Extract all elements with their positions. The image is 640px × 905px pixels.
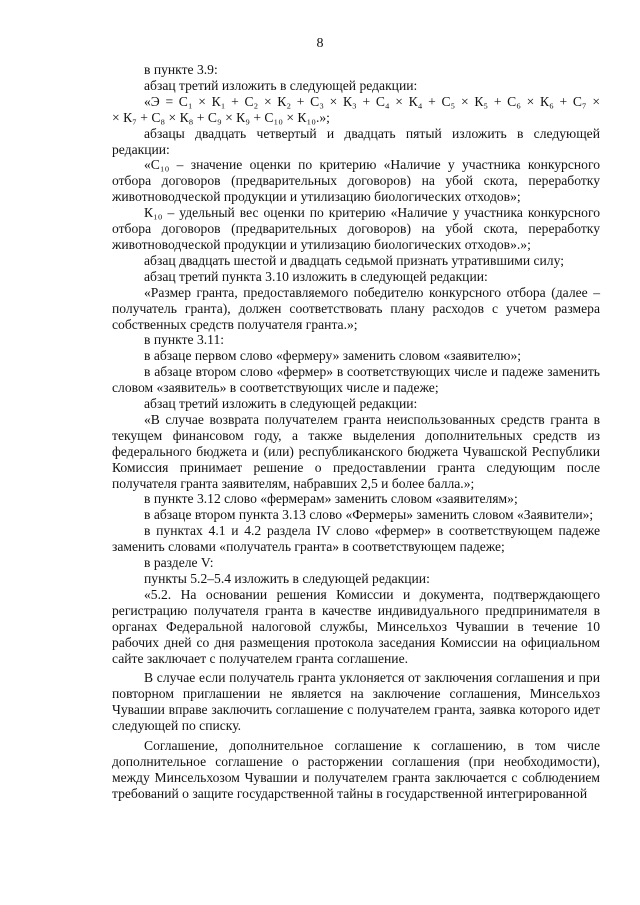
paragraph-15: в абзаце втором пункта 3.13 слово «Фермеры» заменить словом «Заявители»; [144,507,594,523]
paragraph-21: Соглашение, дополнительное соглашение к соглашению, в том числе дополнительное соглашение о расторжении соглашения (при необходимости), между Минсельхозом Чувашии и получателем гранта заключается с соблюдением требований о защите государственной тайны в государственной интегрированной [112,738,600,801]
paragraph-14: в пункте 3.12 слово «фермерам» заменить словом «заявителям»; [144,491,518,507]
paragraph-1: в пункте 3.9: [144,62,218,77]
paragraph-7: абзац третий пункта 3.10 изложить в следующей редакции: [144,268,488,284]
formula-line-1: «Э = С₁ × К₁ + С₂ × К₂ + С₃ × К₃ + С₄ × К₄ + С₅ × К₅ + С₆ × К₆ + С₇ × [144,93,600,109]
paragraph-5: К₁₀ – удельный вес оценки по критерию «Наличие у участника конкурсного отбора договоров (предварительных договоров) на убой скота, переработку животноводческой продукции и утилизацию биологических отходов».»; [112,205,600,252]
formula-line-2: × К₇ + С₈ × К₈ + С₉ × К₉ + С₁₀ × К₁₀.»; [112,109,330,125]
paragraph-17: в разделе V: [144,555,214,571]
document-body [112,62,600,802]
paragraph-19: «5.2. На основании решения Комиссии и документа, подтверждающего регистрацию получателя гранта в качестве индивидуального предпринимателя в органах Федеральной налоговой службы, Минсельхоз Чувашии в течение 10 рабочих дней со дня размещения протокола заседания Комиссии на официальном сайте заключает с получателем гранта соглашение. [112,586,600,666]
paragraph-2: абзац третий изложить в следующей редакции: [144,77,418,93]
paragraph-11: в абзаце втором слово «фермер» в соответствующих числе и падеже заменить словом «заявитель» в соответствующих числе и падеже; [112,364,600,396]
paragraph-20: В случае если получатель гранта уклоняется от заключения соглашения и при повторном приглашении не является на заключение соглашения, Минсельхоз Чувашии вправе заключить соглашение с получателем гранта, заявка которого идет следующей по списку. [112,670,600,734]
paragraph-16: в пунктах 4.1 и 4.2 раздела IV слово «фермер» в соответствующем падеже заменить словами «получатель гранта» в соответствующем падеже; [112,523,600,555]
paragraph-10: в абзаце первом слово «фермеру» заменить словом «заявителю»; [144,348,522,364]
paragraph-8: «Размер гранта, предоставляемого победителю конкурсного отбора (далее – получатель гранта), должен соответствовать плану расходов с учетом размера собственных средств получателя гранта.»; [112,284,600,332]
paragraph-12: абзац третий изложить в следующей редакции: [144,396,418,412]
paragraph-9: в пункте 3.11: [144,332,225,348]
paragraph-6: абзац двадцать шестой и двадцать седьмой признать утратившими силу; [144,252,564,268]
page-number: 8 [316,36,324,51]
paragraph-3: абзацы двадцать четвертый и двадцать пятый изложить в следующей редакции: [112,125,600,157]
paragraph-4: «С₁₀ – значение оценки по критерию «Наличие у участника конкурсного отбора договоров (предварительных договоров) на убой скота, переработку животноводческой продукции и утилизацию биологических отходов»; [112,157,600,205]
paragraph-18: пункты 5.2–5.4 изложить в следующей редакции: [144,571,430,586]
paragraph-13: «В случае возврата получателем гранта неиспользованных средств гранта в текущем финансовом году, а также выделения дополнительных средств из федерального бюджета и (или) республиканского бюджета Чувашской Республики Комиссия принимает решение о предоставлении гранта следующим после получателя гранта заявителям, набравших 2,5 и более балла.»; [112,411,600,491]
